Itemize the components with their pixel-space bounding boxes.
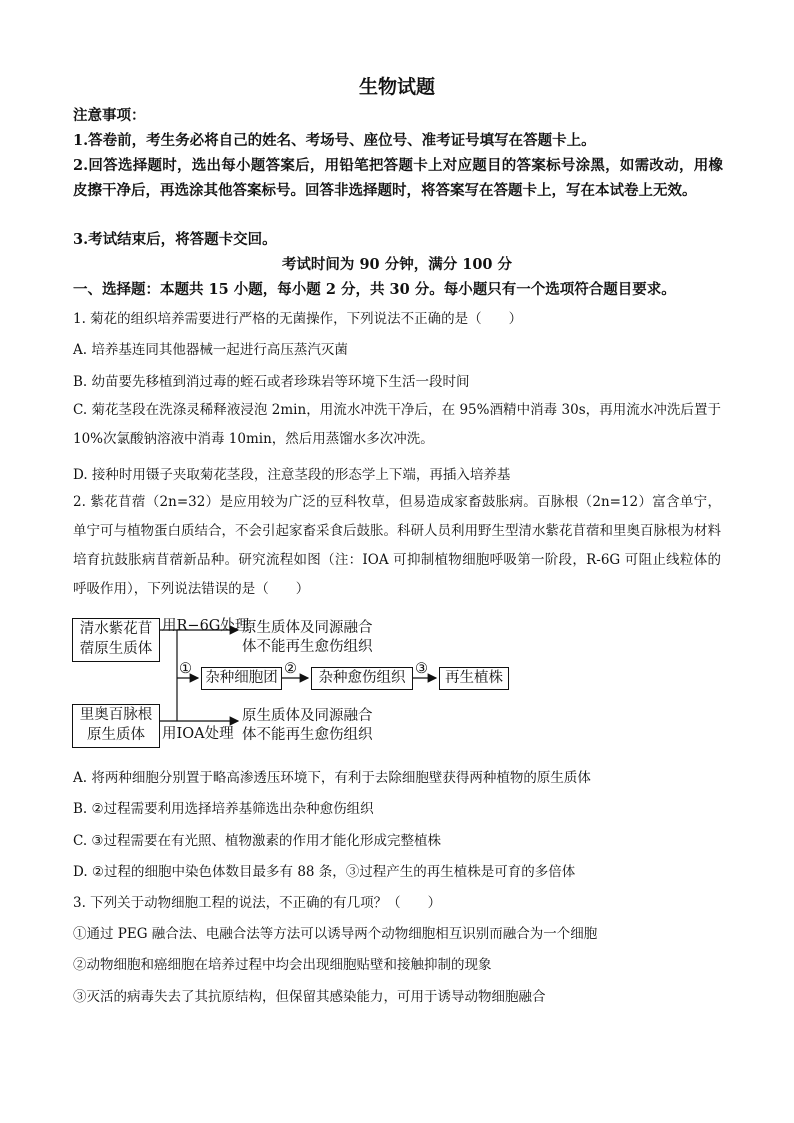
q1-option-c: C. 菊花茎段在洗涤灵稀释液浸泡 2min，用流水冲洗干净后，在 95%酒精中消毒 30s，再用流水冲洗后置于 10%次氯酸钠溶液中消毒 10min，然后用蒸馏水多次冲洗。 [73,402,721,447]
source-box-alfalfa-line1: 清水紫花苜 [79,621,153,637]
fail-note-top-1: 原生质体及同源融合 [242,620,373,636]
notice-item-1: 1.答卷前，考生务必将自己的姓名、考场号、座位号、准考证号填写在答题卡上。 [73,132,596,149]
node-hybrid-cell-mass: 杂种细胞团 [201,667,282,690]
q1-stem: 1. 菊花的组织培养需要进行严格的无菌操作，下列说法不正确的是（ ） [73,311,523,327]
source-box-lotus [72,704,160,748]
q2-option-b: B. ②过程需要利用选择培养基筛选出杂种愈伤组织 [73,801,374,817]
treatment-r6g: 用R−6G处理 [162,618,250,634]
source-box-alfalfa [72,618,160,662]
q3-statement-1: ①通过 PEG 融合法、电融合法等方法可以诱导两个动物细胞相互识别而融合为一个细胞 [73,926,598,942]
q2-option-c: C. ③过程需要在有光照、植物激素的作用才能化形成完整植株 [73,833,442,849]
fail-note-top-2: 体不能再生愈伤组织 [242,639,373,655]
exam-info: 考试时间为 90 分钟，满分 100 分 [281,256,513,273]
q1-option-b: B. 幼苗要先移植到消过毒的蛭石或者珍珠岩等环境下生活一段时间 [73,374,470,390]
source-box-alfalfa-line2: 蓿原生质体 [79,641,153,657]
treatment-ioa: 用IOA处理 [162,726,234,742]
fail-note-bottom-2: 体不能再生愈伤组织 [242,727,373,743]
q2-option-d: D. ②过程的细胞中染色体数目最多有 88 条，③过程产生的再生植株是可育的多倍体 [73,864,576,880]
source-box-lotus-line2: 原生质体 [87,727,145,743]
q2-stem: 2. 紫花苜蓿（2n=32）是应用较为广泛的豆科牧草，但易造成家畜鼓胀病。百脉根（2n=12）富含单宁，单宁可与植物蛋白质结合，不会引起家畜采食后鼓胀。科研人员利用野生型清水紫花苜蓿和里奥百脉根为材料培育抗鼓胀病苜蓿新品种。研究流程如图（注：IOA 可抑制植物细胞呼吸第一阶段，R-6G 可阻止线粒体的呼吸作用），下列说法错误的是（ ） [73,494,721,597]
q2-option-a: A. 将两种细胞分别置于略高渗透压环境下，有利于去除细胞壁获得两种植物的原生质体 [73,770,591,786]
step-1-label: ① [179,661,192,677]
q3-stem: 3. 下列关于动物细胞工程的说法，不正确的有几项？（ ） [73,895,442,911]
node-regenerated-plant: 再生植株 [439,667,509,690]
step-2-label: ② [284,661,297,677]
step-3-label: ③ [415,661,428,677]
q3-statement-3: ③灭活的病毒失去了其抗原结构，但保留其感染能力，可用于诱导动物细胞融合 [73,989,546,1005]
q1-option-d: D. 接种时用镊子夹取菊花茎段，注意茎段的形态学上下端，再插入培养基 [73,467,511,483]
fail-note-bottom-1: 原生质体及同源融合 [242,708,373,724]
flow-diagram [70,616,530,756]
notice-heading: 注意事项： [73,107,146,124]
node-hybrid-callus: 杂种愈伤组织 [311,667,413,690]
page-title: 生物试题 [358,76,435,98]
q3-statement-2: ②动物细胞和癌细胞在培养过程中均会出现细胞贴壁和接触抑制的现象 [73,957,492,973]
notice-item-3: 3.考试结束后，将答题卡交回。 [73,231,277,248]
section-heading: 一、选择题：本题共 15 小题，每小题 2 分，共 30 分。每小题只有一个选项符合题目要求。 [73,281,676,298]
source-box-lotus-line1: 里奥百脉根 [79,707,153,723]
notice-item-2: 2.回答选择题时，选出每小题答案后，用铅笔把答题卡上对应题目的答案标号涂黑，如需改动，用橡皮擦干净后，再选涂其他答案标号。回答非选择题时，将答案写在答题卡上，写在本试卷上无效。 [73,157,723,199]
q1-option-a: A. 培养基连同其他器械一起进行高压蒸汽灭菌 [73,342,348,358]
